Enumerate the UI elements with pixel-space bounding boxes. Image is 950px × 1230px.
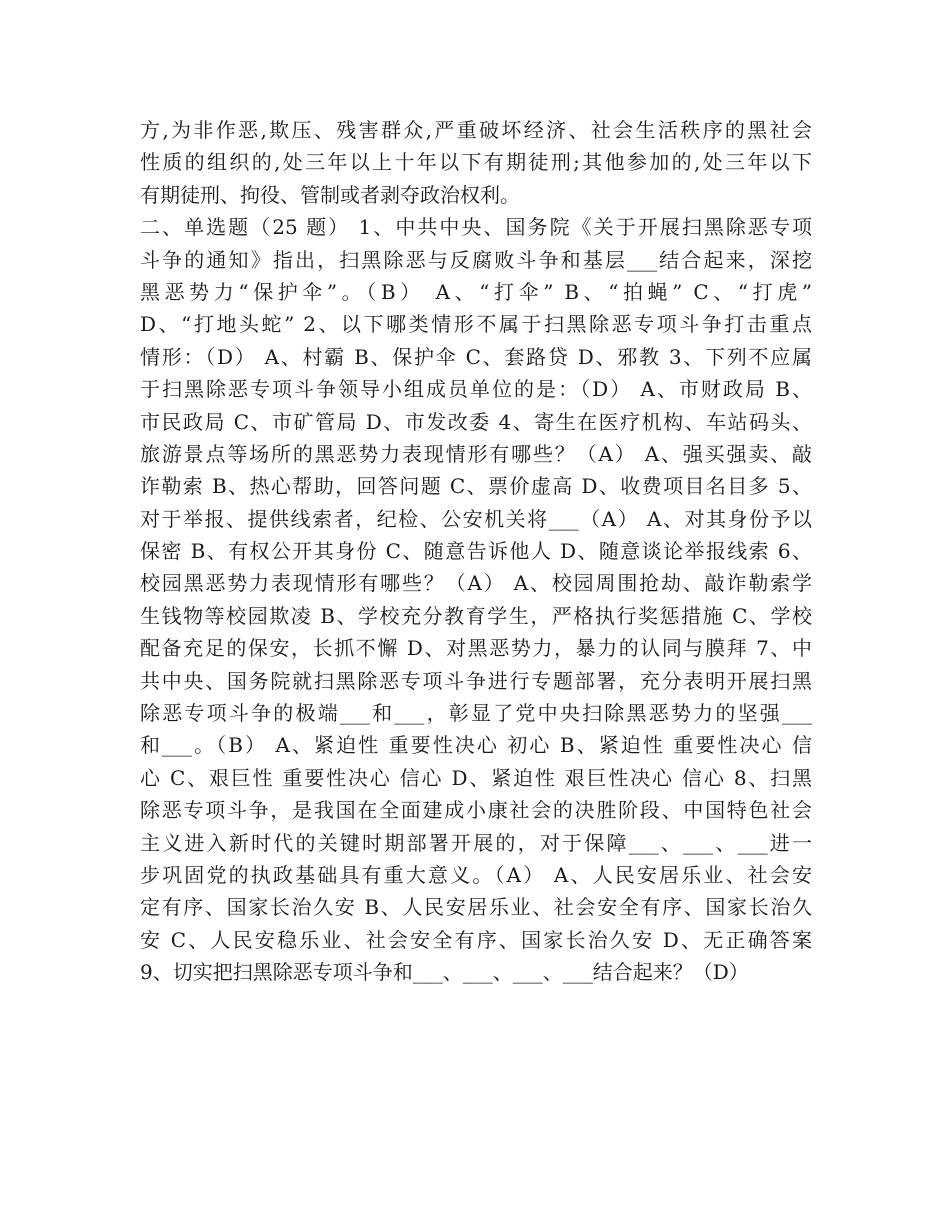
text-line: 旅游景点等场所的黑恶势力表现情形有哪些？（A） A、强买强卖、敲 [140,441,812,466]
text-line: 于扫黑除恶专项斗争领导小组成员单位的是：（D） A、市财政局 B、 [140,377,812,402]
text-line: 心 C、艰巨性 重要性决心 信心 D、紧迫性 艰巨性决心 信心 8、扫黑 [140,765,812,790]
document-body [140,114,812,989]
text-line: 情形：（D） A、村霸 B、保护伞 C、套路贷 D、邪教 3、下列不应属 [140,344,812,369]
text-line: 安 C、人民安稳乐业、社会安全有序、国家长治久安 D、无正确答案 [140,927,812,952]
text-line: 斗争的通知》指出，扫黑除恶与反腐败斗争和基层___结合起来，深挖 [140,247,812,272]
text-line: 定有序、国家长治久安 B、人民安居乐业、社会安全有序、国家长治久 [140,895,812,920]
text-line: 除恶专项斗争，是我国在全面建成小康社会的决胜阶段、中国特色社会 [140,798,812,823]
text-line: 方,为非作恶,欺压、残害群众,严重破坏经济、社会生活秩序的黑社会 [140,118,812,142]
text-line: 除恶专项斗争的极端___和___，彰显了党中央扫除黑恶势力的坚强___ [140,701,812,726]
text-line: 和___。（B） A、紧迫性 重要性决心 初心 B、紧迫性 重要性决心 信 [140,733,812,758]
text-line: D、“打地头蛇” 2、以下哪类情形不属于扫黑除恶专项斗争打击重点 [140,312,812,337]
text-line: 诈勒索 B、热心帮助，回答问题 C、票价虚高 D、收费项目名目多 5、 [140,474,812,499]
text-line: 市民政局 C、市矿管局 D、市发改委 4、寄生在医疗机构、车站码头、 [140,409,812,434]
text-line: 9、切实把扫黑除恶专项斗争和___、___、___、___结合起来？（D） [140,960,749,985]
text-line: 步巩固党的执政基础具有重大意义。（A） A、人民安居乐业、社会安 [140,862,812,887]
text-line: 共中央、国务院就扫黑除恶专项斗争进行专题部署，充分表明开展扫黑 [140,668,812,693]
text-line: 保密 B、有权公开其身份 C、随意告诉他人 D、随意谈论举报线索 6、 [140,539,812,564]
text-line: 对于举报、提供线索者，纪检、公安机关将___（A） A、对其身份予以 [140,506,812,531]
text-line: 生钱物等校园欺凌 B、学校充分教育学生，严格执行奖惩措施 C、学校 [140,603,812,628]
text-line: 主义进入新时代的关键时期部署开展的，对于保障___、___、___进一 [140,830,812,855]
text-line: 有期徒刑、拘役、管制或者剥夺政治权利。 [140,182,520,207]
text-line: 性质的组织的,处三年以上十年以下有期徒刑;其他参加的,处三年以下 [140,150,812,175]
text-line: 校园黑恶势力表现情形有哪些？（A） A、校园周围抢劫、敲诈勒索学 [140,571,812,596]
text-line: 黑恶势力“保护伞”。（B） A、“打伞” B、“拍蝇” C、“打虎” [140,279,812,304]
text-line: 二、单选题（25 题） 1、中共中央、国务院《关于开展扫黑除恶专项 [140,215,812,240]
text-line: 配备充足的保安，长抓不懈 D、对黑恶势力，暴力的认同与膜拜 7、中 [140,636,812,661]
